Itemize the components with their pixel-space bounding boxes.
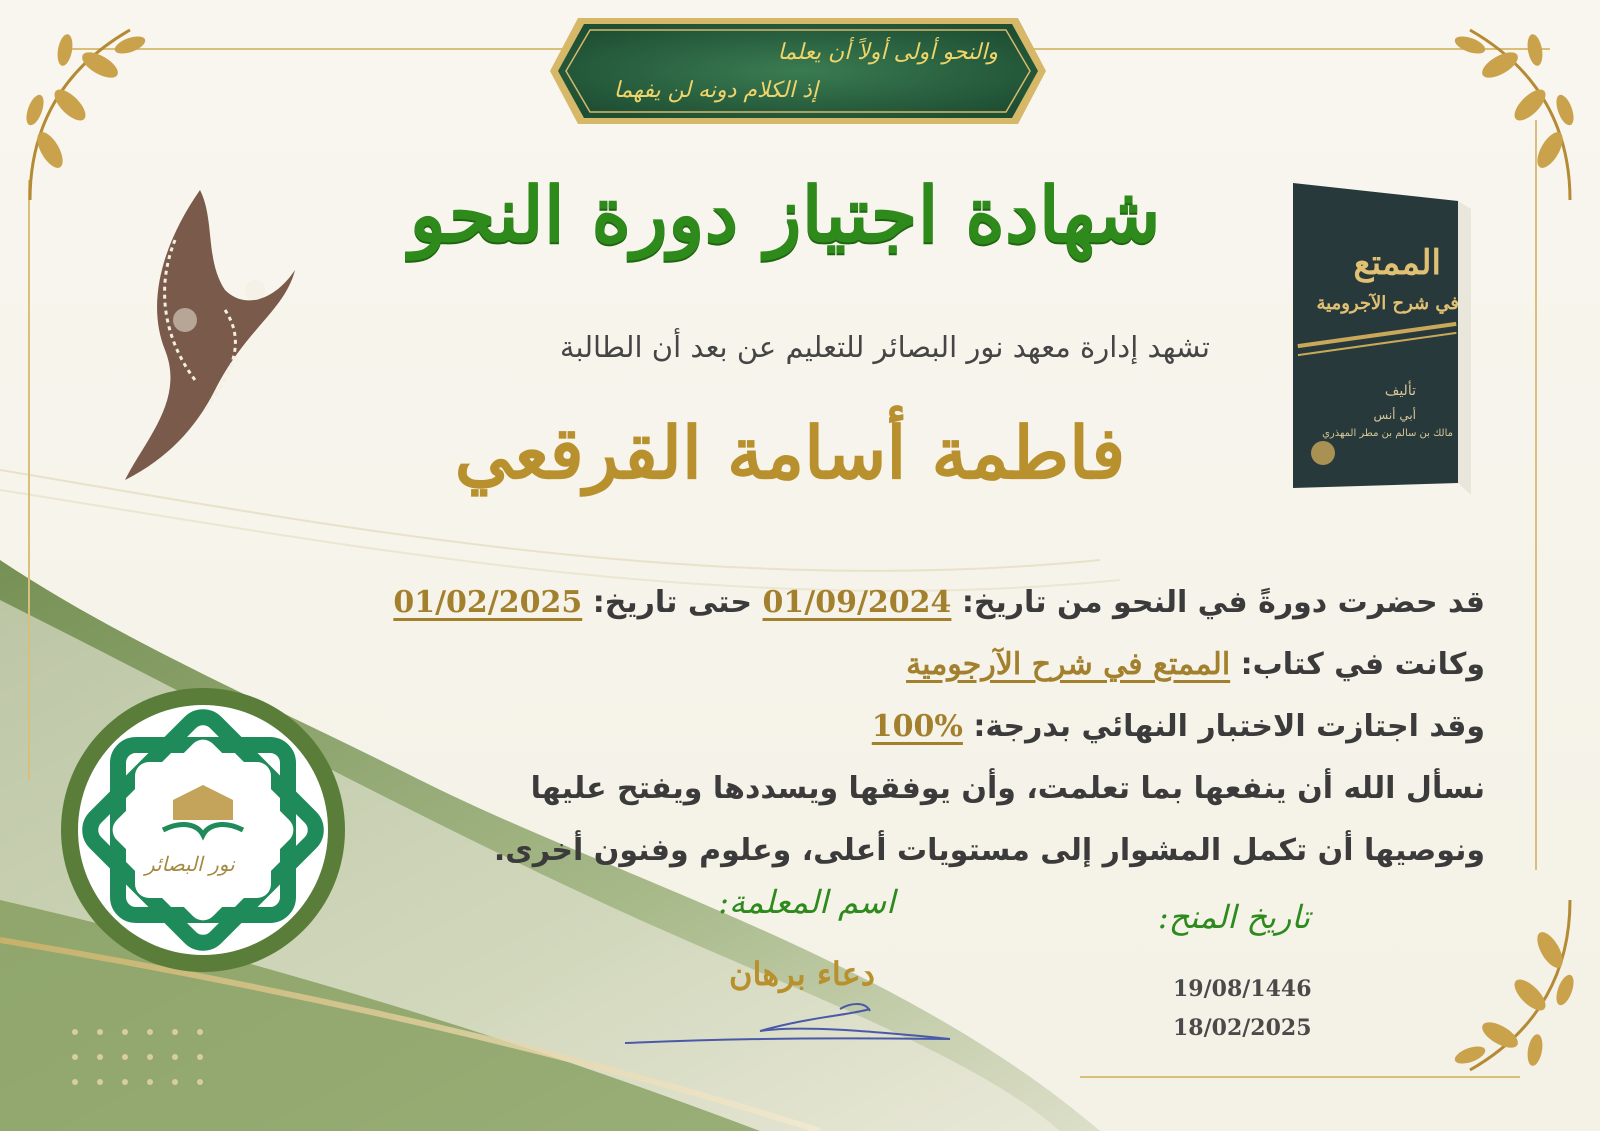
frame-left-line: [28, 180, 30, 780]
end-date: 01/02/2025: [393, 585, 583, 620]
student-name: فاطمة أسامة القرقعي: [454, 410, 1126, 495]
grade-line: [380, 696, 1485, 758]
prayer-line: نسأل الله أن ينفعها بما تعلمت، وأن يوفقها ويسددها ويفتح عليها: [530, 771, 1485, 806]
book-cover-title: الممتع: [1353, 243, 1441, 283]
book-cover-subtitle: في شرح الآجرومية: [1316, 293, 1459, 314]
certificate-body: [380, 572, 1485, 882]
grade-prefix: وقد اجتازت الاختبار النهائي بدرجة:: [973, 709, 1485, 744]
book-prefix: وكانت في كتاب:: [1240, 647, 1485, 682]
attendance-mid: حتى تاريخ:: [592, 585, 753, 620]
teacher-signature: [620, 995, 965, 1055]
calligraphy-emblem: [105, 180, 315, 500]
corner-ornament-top-right: [1440, 10, 1590, 210]
grade-value: 100%: [871, 709, 963, 744]
attendance-prefix: قد حضرت دورةً في النحو من تاريخ:: [961, 585, 1485, 620]
attendance-line: [380, 572, 1485, 634]
teacher-name: دعاء برهان: [729, 955, 875, 993]
gregorian-date: 18/02/2025: [1173, 1015, 1312, 1041]
certificate-title: شهادة اجتياز دورة النحو: [409, 170, 1161, 259]
banner-line-1: والنحو أولى أولاً أن يعلما: [777, 40, 998, 65]
book-cover-author-full: مالك بن سالم بن مطر المهذري: [1322, 428, 1453, 439]
advice-line: ونوصيها أن تكمل المشوار إلى مستويات أعلى، وعلوم وفنون أخرى.: [493, 833, 1485, 868]
institute-logo-name: نور البصائر: [145, 852, 235, 876]
hijri-date: 19/08/1446: [1173, 976, 1312, 1002]
book-cover: [1293, 183, 1471, 495]
teacher-label: اسم المعلمة:: [718, 883, 895, 921]
book-cover-author: أبي أنس: [1373, 408, 1416, 422]
book-line: [380, 634, 1485, 696]
grant-date-label: تاريخ المنح:: [1157, 898, 1310, 936]
certificate-intro: تشهد إدارة معهد نور البصائر للتعليم عن بعد أن الطالبة: [559, 330, 1210, 364]
banner-shape: [548, 16, 1048, 126]
poem-banner: [548, 16, 1048, 126]
frame-right-line: [1535, 120, 1537, 870]
start-date: 01/09/2024: [762, 585, 952, 620]
corner-ornament-bottom-right: [1440, 890, 1590, 1090]
institute-logo: [58, 685, 348, 975]
book-cover-author-label: تأليف: [1384, 383, 1416, 399]
book-name: الممتع في شرح الآرجومية: [906, 647, 1231, 682]
book-cover-art: [1293, 183, 1471, 495]
banner-line-2: إذ الكلام دونه لن يفهما: [613, 78, 818, 103]
